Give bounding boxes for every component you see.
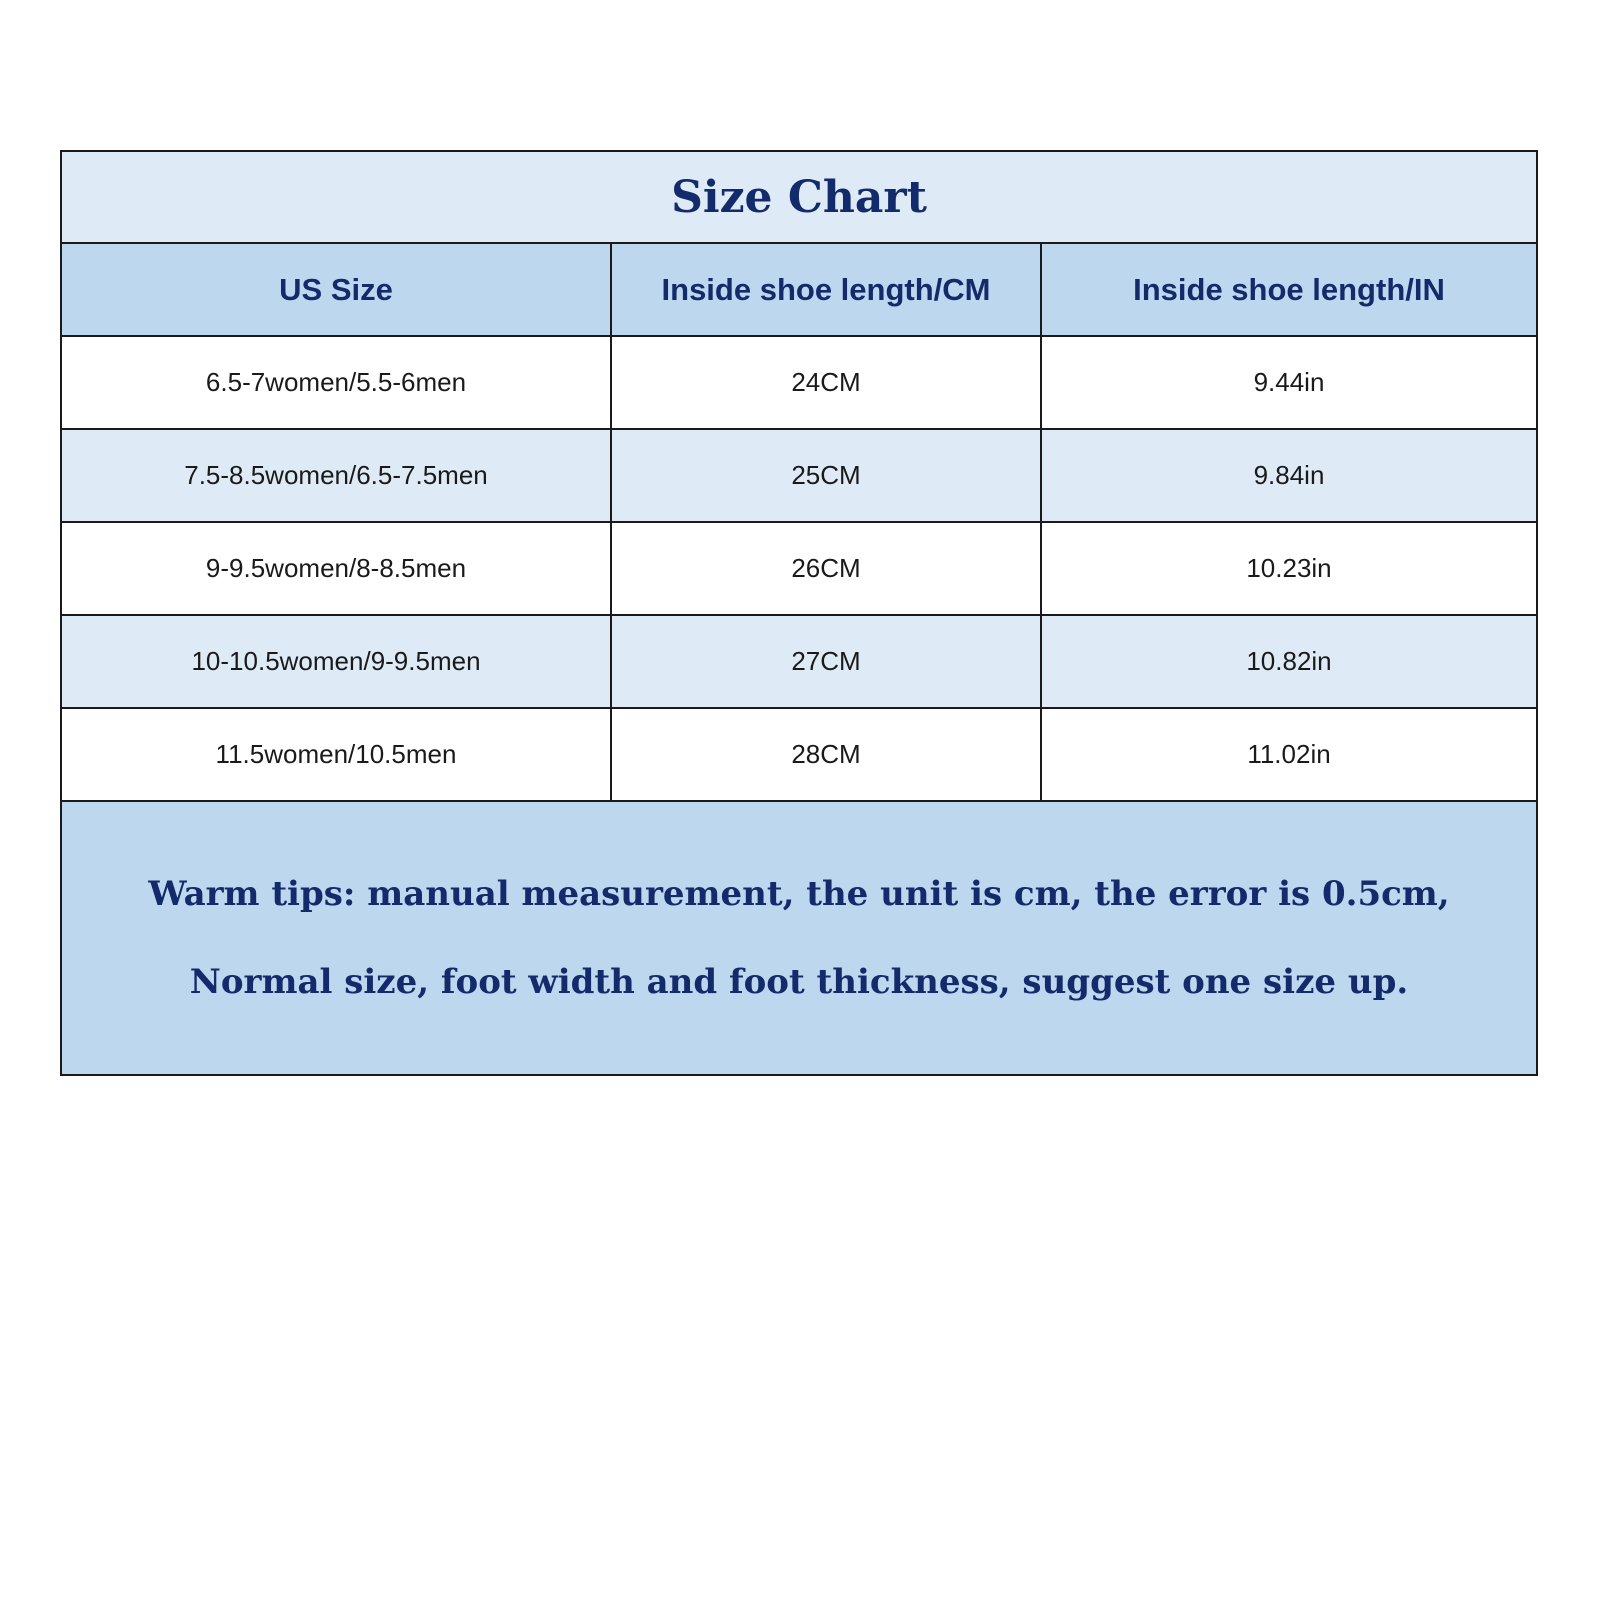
cell-us-size: 10-10.5women/9-9.5men	[62, 615, 611, 708]
title-row	[62, 152, 1536, 244]
cell-us-size: 11.5women/10.5men	[62, 708, 611, 801]
tip-line-measurement: Warm tips: manual measurement, the unit is cm, the error is 0.5cm,	[148, 874, 1450, 914]
table-row	[62, 522, 1536, 615]
cell-length-cm: 24CM	[611, 336, 1041, 429]
cell-us-size: 9-9.5women/8-8.5men	[62, 522, 611, 615]
cell-length-cm: 25CM	[611, 429, 1041, 522]
cell-length-cm: 26CM	[611, 522, 1041, 615]
cell-length-in: 9.44in	[1041, 336, 1536, 429]
tip-line-size-advice: Normal size, foot width and foot thickness, suggest one size up.	[189, 962, 1409, 1002]
header-length-cm: Inside shoe length/CM	[611, 244, 1041, 336]
chart-title: Size Chart	[671, 171, 927, 223]
cell-length-cm: 28CM	[611, 708, 1041, 801]
cell-length-in: 10.82in	[1041, 615, 1536, 708]
cell-us-size: 6.5-7women/5.5-6men	[62, 336, 611, 429]
header-us-size: US Size	[62, 244, 611, 336]
cell-length-in: 11.02in	[1041, 708, 1536, 801]
cell-us-size: 7.5-8.5women/6.5-7.5men	[62, 429, 611, 522]
table-row	[62, 429, 1536, 522]
cell-length-cm: 27CM	[611, 615, 1041, 708]
size-table	[62, 244, 1536, 802]
size-chart	[60, 150, 1538, 1076]
header-length-in: Inside shoe length/IN	[1041, 244, 1536, 336]
table-row	[62, 336, 1536, 429]
warm-tips	[62, 802, 1536, 1074]
cell-length-in: 9.84in	[1041, 429, 1536, 522]
cell-length-in: 10.23in	[1041, 522, 1536, 615]
table-row	[62, 708, 1536, 801]
table-row	[62, 615, 1536, 708]
header-row	[62, 244, 1536, 336]
